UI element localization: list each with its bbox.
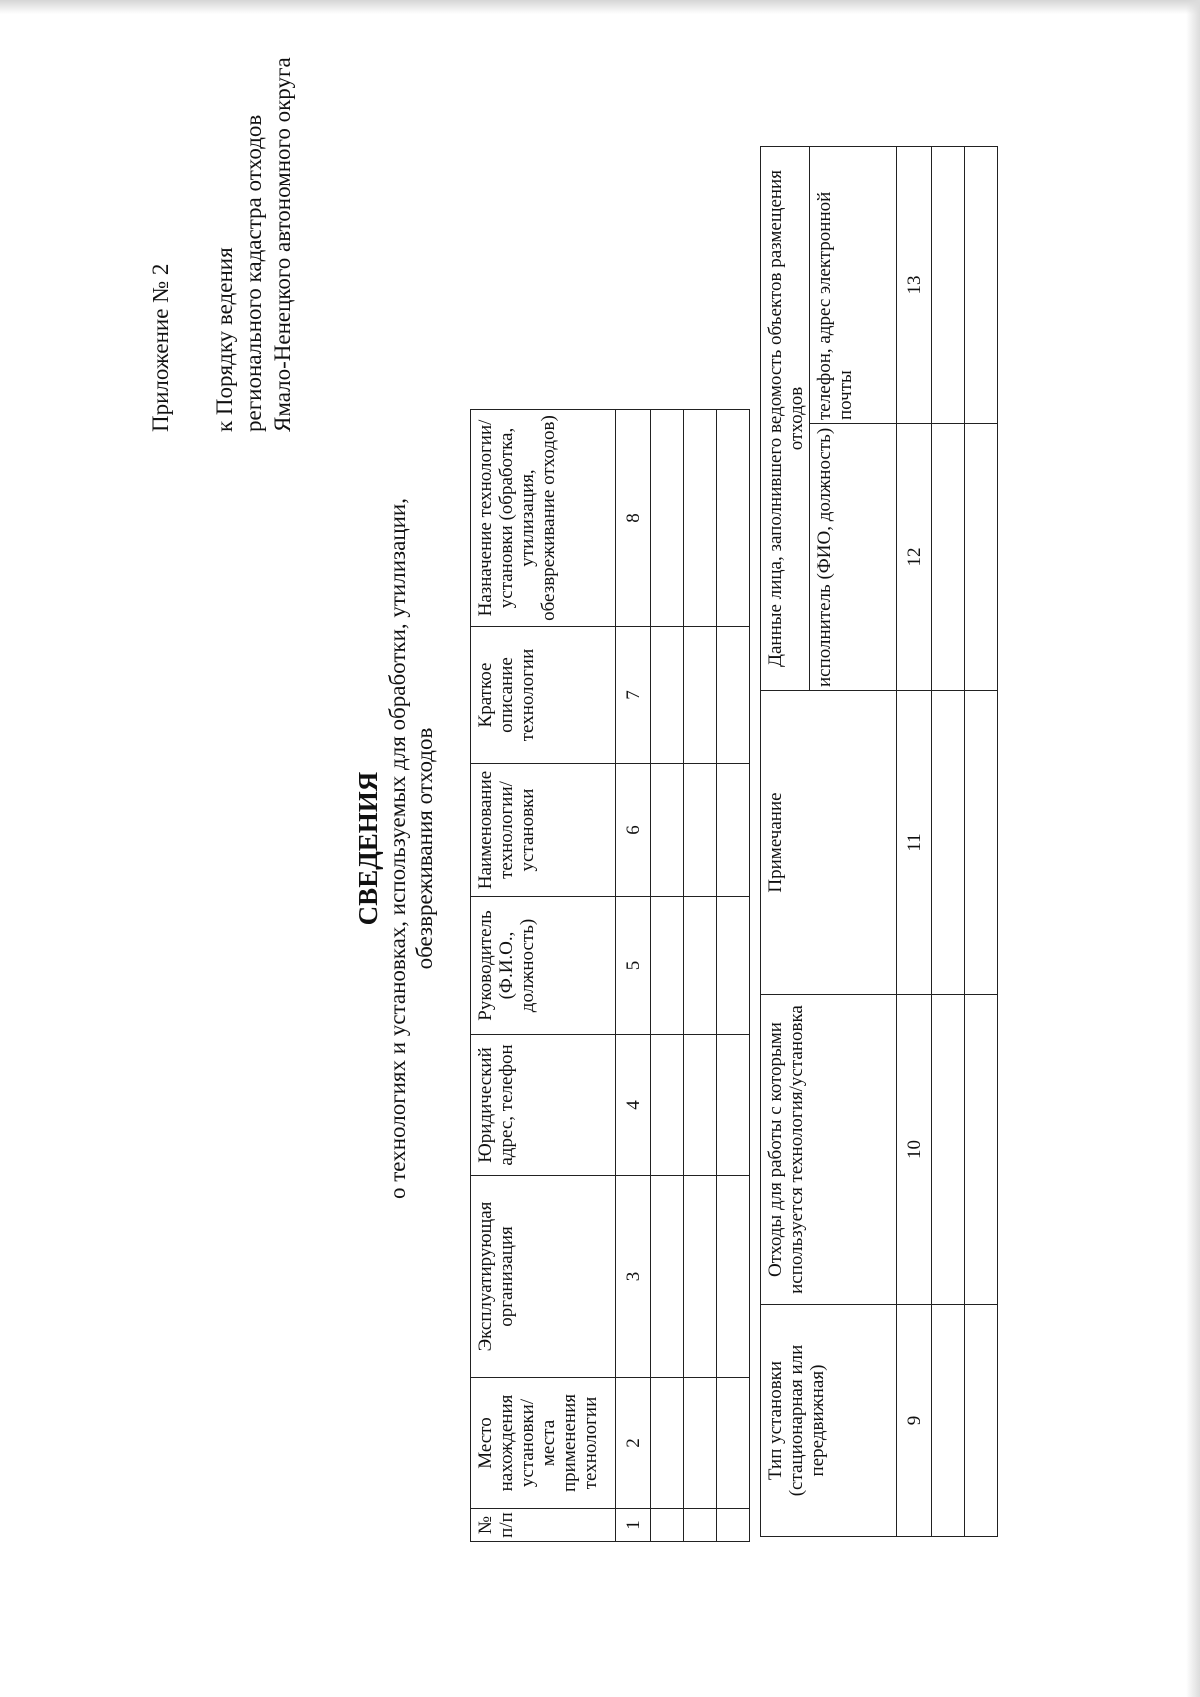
header-cell-installation-type: Тип установки (стационарная или передвижная) bbox=[761, 1305, 897, 1537]
table-row bbox=[651, 410, 684, 1542]
table-number-row bbox=[616, 410, 651, 1542]
column-number: 5 bbox=[616, 897, 651, 1035]
column-number: 2 bbox=[616, 1378, 651, 1509]
appendix-title: Приложение № 2 bbox=[148, 263, 173, 432]
header-cell-number: № п/п bbox=[471, 1509, 616, 1542]
header-cell-executor: исполнитель (ФИО, должность) bbox=[810, 424, 897, 691]
column-number: 9 bbox=[897, 1305, 932, 1537]
table-header-row bbox=[471, 410, 616, 1542]
appendix-reference bbox=[210, 57, 297, 432]
document-subtitle: о технологиях и установках, используемых для обработки, утилизации, обезвреживания отходов bbox=[385, 498, 437, 1199]
column-number: 6 bbox=[616, 764, 651, 897]
column-number: 8 bbox=[616, 410, 651, 627]
appendix-line: Ямало-Ненецкого автономного округа bbox=[270, 57, 295, 432]
appendix-line: к Порядку ведения bbox=[212, 247, 237, 432]
table-row bbox=[932, 147, 965, 1537]
appendix-line: регионального кадастра отходов bbox=[241, 114, 266, 432]
document-title: СВЕДЕНИЯ bbox=[353, 771, 383, 926]
installation-details-table bbox=[760, 146, 998, 1537]
table-number-row bbox=[897, 147, 932, 1537]
technologies-table bbox=[470, 409, 750, 1542]
column-number: 12 bbox=[897, 424, 932, 691]
table-row bbox=[684, 410, 717, 1542]
header-cell-description: Краткое описание технологии bbox=[471, 627, 616, 764]
header-cell-technology-name: Наименование технологии/ установки bbox=[471, 764, 616, 897]
column-number: 11 bbox=[897, 691, 932, 995]
header-cell-waste: Отходы для работы с которыми используется технология/установка bbox=[761, 995, 897, 1305]
document-heading bbox=[352, 0, 438, 1697]
table-row bbox=[717, 410, 750, 1542]
header-cell-note: Примечание bbox=[761, 691, 897, 995]
column-number: 4 bbox=[616, 1035, 651, 1176]
column-number: 10 bbox=[897, 995, 932, 1305]
header-cell-address: Юридический адрес, телефон bbox=[471, 1035, 616, 1176]
column-number: 1 bbox=[616, 1509, 651, 1542]
header-cell-person-data: Данные лица, заполнившего ведомость объектов размещения отходов bbox=[761, 147, 810, 691]
header-cell-location: Место нахождения установки/места применения технологии bbox=[471, 1378, 616, 1509]
table-header-row bbox=[761, 147, 810, 1537]
column-number: 3 bbox=[616, 1176, 651, 1378]
column-number: 7 bbox=[616, 627, 651, 764]
header-cell-purpose: Назначение технологии/установки (обработка, утилизация, обезвреживание отходов) bbox=[471, 410, 616, 627]
table-row bbox=[965, 147, 998, 1537]
header-cell-manager: Руководитель (Ф.И.О., должность) bbox=[471, 897, 616, 1035]
header-cell-contacts: телефон, адрес электронной почты bbox=[810, 147, 897, 424]
header-cell-operator: Эксплуатирующая организация bbox=[471, 1176, 616, 1378]
column-number: 13 bbox=[897, 147, 932, 424]
